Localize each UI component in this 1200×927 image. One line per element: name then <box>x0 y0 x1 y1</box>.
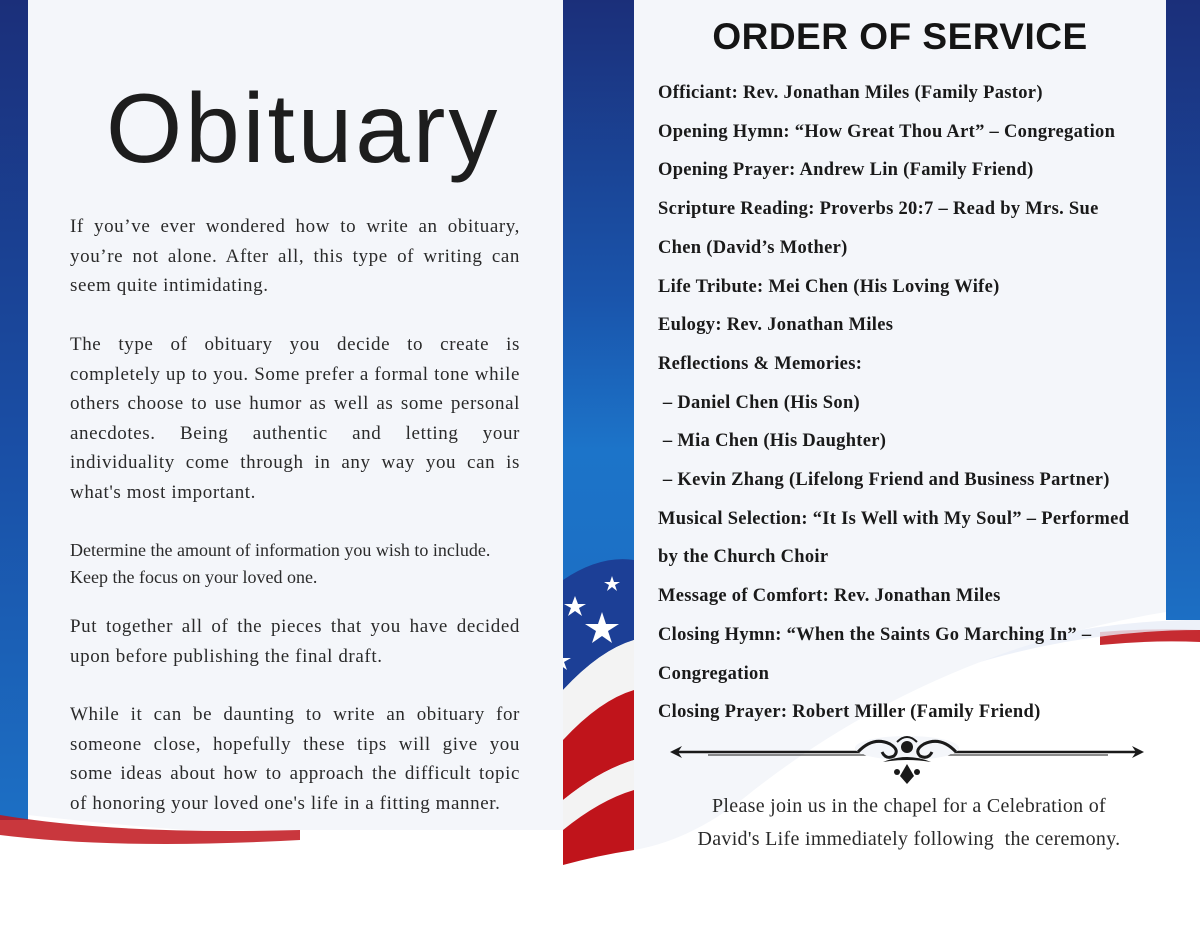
service-item: – Daniel Chen (His Son) <box>658 392 860 413</box>
service-item: Congregation <box>658 663 770 684</box>
service-item: by the Church Choir <box>658 547 829 568</box>
order-of-service-title: ORDER OF SERVICE <box>712 16 1088 57</box>
service-item: Scripture Reading: Proverbs 20:7 – Read by Mrs. Sue <box>658 199 1099 220</box>
publishing-paragraph: Put together all of the pieces that you have decided upon before publishing the final draft. <box>70 616 520 667</box>
service-item: – Mia Chen (His Daughter) <box>658 431 887 452</box>
service-item: Officiant: Rev. Jonathan Miles (Family Pastor) <box>658 83 1043 103</box>
service-item: Opening Hymn: “How Great Thou Art” – Congregation <box>658 121 1116 142</box>
service-item: Musical Selection: “It Is Well with My Soul” – Performed <box>658 508 1130 529</box>
left-panel <box>28 0 563 830</box>
service-item: Closing Hymn: “When the Saints Go Marching In” – <box>658 624 1092 645</box>
right-panel <box>634 0 1166 860</box>
service-item: Reflections & Memories: <box>658 353 863 374</box>
scroll-divider-icon <box>668 732 1146 788</box>
service-item: Life Tribute: Mei Chen (His Loving Wife) <box>658 276 1000 297</box>
chapel-invitation-line: David's Life immediately following the ceremony. <box>697 828 1121 850</box>
service-item: Chen (David’s Mother) <box>658 237 848 258</box>
service-list <box>658 74 1158 732</box>
service-item: Opening Prayer: Andrew Lin (Family Friend) <box>658 160 1034 181</box>
obituary-title: Obituary <box>106 73 501 183</box>
left-edge-stripe <box>0 0 28 820</box>
chapel-invitation <box>664 790 1154 856</box>
intro-paragraph: If you’ve ever wondered how to write an obituary, you’re not alone. After all, this type of writing can seem quite intimidating. <box>70 216 520 296</box>
closing-tips-paragraph: While it can be daunting to write an obituary for someone close, hopefully these tips will give you some ideas about how to approach the difficult topic of honoring your loved one's life in a fitting manner. <box>70 704 520 814</box>
chapel-invitation-line: Please join us in the chapel for a Celebration of <box>711 795 1107 817</box>
right-edge-stripe <box>1166 0 1200 620</box>
service-item: Closing Prayer: Robert Miller (Family Friend) <box>658 702 1041 723</box>
obituary-type-paragraph: The type of obituary you decide to create is completely up to you. Some prefer a formal tone while others choose to use humor as well as some personal anecdotes. Being authentic and letting your individuality come through in any way you can is what's most important. <box>70 334 520 503</box>
service-item: – Kevin Zhang (Lifelong Friend and Business Partner) <box>658 470 1110 491</box>
service-item: Eulogy: Rev. Jonathan Miles <box>658 315 894 336</box>
information-paragraph: Determine the amount of information you wish to include. Keep the focus on your loved one. <box>70 540 491 587</box>
middle-stripe <box>563 0 634 600</box>
service-item: Message of Comfort: Rev. Jonathan Miles <box>658 586 1001 607</box>
